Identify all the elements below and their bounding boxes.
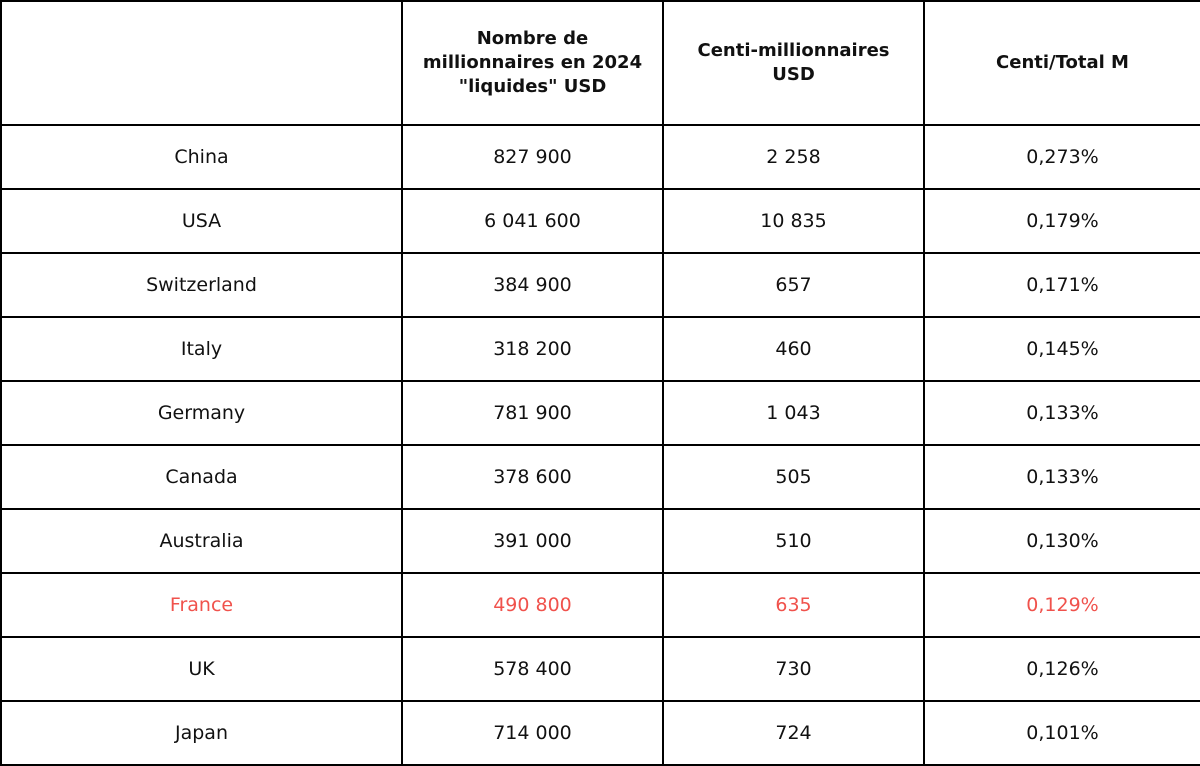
cell-centi: 505 [663,445,924,509]
cell-millionaires: 378 600 [402,445,663,509]
header-millionaires: Nombre de millionnaires en 2024 "liquides" USD [402,1,663,125]
table-row [1,253,1200,317]
cell-ratio: 0,145% [924,317,1200,381]
header-centi-millionaires: Centi-millionnaires USD [663,1,924,125]
table-row [1,381,1200,445]
cell-ratio: 0,179% [924,189,1200,253]
cell-ratio: 0,129% [924,573,1200,637]
table-row [1,445,1200,509]
cell-centi: 1 043 [663,381,924,445]
cell-country: China [1,125,402,189]
cell-centi: 10 835 [663,189,924,253]
cell-country: Italy [1,317,402,381]
cell-ratio: 0,133% [924,445,1200,509]
cell-ratio: 0,133% [924,381,1200,445]
cell-ratio: 0,273% [924,125,1200,189]
table-row [1,701,1200,765]
table-row [1,189,1200,253]
cell-country: USA [1,189,402,253]
cell-millionaires: 578 400 [402,637,663,701]
table-row [1,637,1200,701]
cell-country: France [1,573,402,637]
cell-country: Australia [1,509,402,573]
table-row [1,317,1200,381]
cell-ratio: 0,171% [924,253,1200,317]
cell-country: Canada [1,445,402,509]
header-ratio: Centi/Total M [924,1,1200,125]
cell-millionaires: 714 000 [402,701,663,765]
cell-millionaires: 490 800 [402,573,663,637]
header-country [1,1,402,125]
cell-ratio: 0,130% [924,509,1200,573]
cell-millionaires: 6 041 600 [402,189,663,253]
cell-centi: 724 [663,701,924,765]
cell-millionaires: 781 900 [402,381,663,445]
cell-millionaires: 318 200 [402,317,663,381]
table-row [1,125,1200,189]
cell-ratio: 0,126% [924,637,1200,701]
cell-country: Germany [1,381,402,445]
table-row [1,509,1200,573]
cell-millionaires: 384 900 [402,253,663,317]
cell-country: Switzerland [1,253,402,317]
cell-country: UK [1,637,402,701]
cell-centi: 510 [663,509,924,573]
table-row-highlighted [1,573,1200,637]
cell-centi: 730 [663,637,924,701]
cell-millionaires: 391 000 [402,509,663,573]
cell-country: Japan [1,701,402,765]
cell-centi: 635 [663,573,924,637]
cell-centi: 460 [663,317,924,381]
cell-ratio: 0,101% [924,701,1200,765]
header-row [1,1,1200,125]
cell-centi: 657 [663,253,924,317]
cell-millionaires: 827 900 [402,125,663,189]
cell-centi: 2 258 [663,125,924,189]
